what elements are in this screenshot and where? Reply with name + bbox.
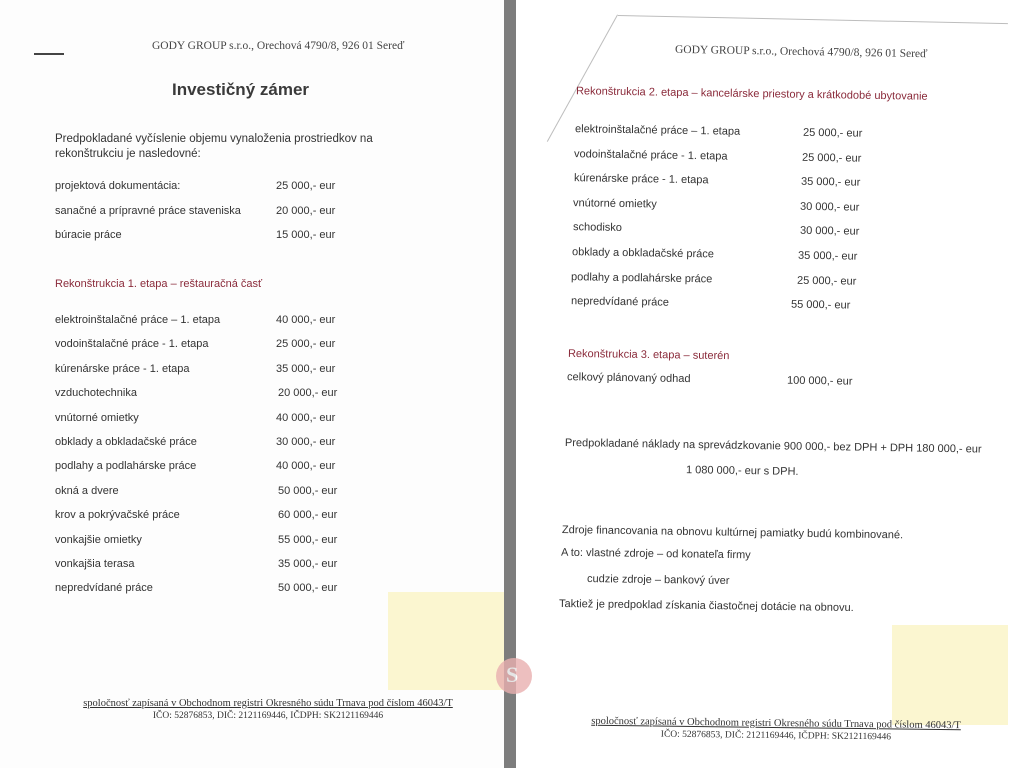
cost-row <box>55 558 415 574</box>
section-3-title: Rekonštrukcia 3. etapa – suterén <box>567 347 730 363</box>
cost-item-label: vodoinštalačné práce - 1. etapa <box>55 338 209 351</box>
cost-item-label: celkový plánovaný odhad <box>566 371 691 386</box>
page-divider <box>504 0 516 768</box>
cost-item-amount: 30 000,- eur <box>276 436 336 448</box>
cost-row <box>571 295 931 317</box>
cost-row <box>55 485 415 501</box>
watermark-logo: S <box>496 658 532 694</box>
cost-row <box>574 172 934 194</box>
cost-item-amount: 30 000,- eur <box>799 200 860 214</box>
cost-item-label: obklady a obkladačské práce <box>55 436 197 448</box>
pen-mark <box>34 53 64 55</box>
cost-item-label: nepredvídané práce <box>55 582 153 595</box>
subsidy-text: Taktiež je predpoklad získania čiastočnej dotácie na obnovu. <box>558 597 854 615</box>
cost-row <box>55 338 415 354</box>
cost-item-label: vzduchotechnika <box>55 387 137 400</box>
cost-row <box>573 222 933 244</box>
cost-item-label: vonkajšie omietky <box>55 533 142 546</box>
registry-line: spoločnosť zapísaná v Obchodnom registri Okresného súdu Trnava pod číslom 46043/T <box>591 715 961 732</box>
tax-ids-line: IČO: 52876853, DIČ: 2121169446, IČDPH: SK2121169446 <box>660 729 892 743</box>
cost-row <box>55 180 415 196</box>
cost-item-label: vnútorné omietky <box>572 196 657 211</box>
registry-footer <box>576 716 976 745</box>
cost-row <box>571 271 931 293</box>
page-title: Investičný zámer <box>172 80 310 99</box>
cost-item-amount: 35 000,- eur <box>276 362 336 375</box>
cost-row <box>55 387 415 403</box>
cost-row <box>55 436 415 452</box>
operating-total-text: 1 080 000,- eur s DPH. <box>685 464 799 478</box>
financing-intro-text: Zdroje financovania na obnovu kultúrnej pamiatky budú kombinované. <box>561 524 904 542</box>
cost-item-label: sanačné a prípravné práce staveniska <box>55 204 241 217</box>
cost-item-label: podlahy a podlahárske práce <box>570 270 713 285</box>
cost-row <box>567 371 927 393</box>
cost-item-label: krov a pokrývačské práce <box>55 509 180 522</box>
cost-item-label: projektová dokumentácia: <box>55 180 181 192</box>
cost-item-label: vodoinštalačné práce - 1. etapa <box>573 147 728 163</box>
cost-row <box>55 460 415 476</box>
section-2-title: Rekonštrukcia 2. etapa – kancelárske priestory a krátkodobé ubytovanie <box>575 85 928 103</box>
cost-item-amount: 50 000,- eur <box>278 582 338 595</box>
cost-item-label: vnútorné omietky <box>55 411 139 424</box>
cost-item-amount: 15 000,- eur <box>276 229 336 241</box>
left-document-page <box>0 0 504 768</box>
intro-paragraph: Predpokladané vyčíslenie objemu vynaloženia prostriedkov na rekonštrukciu je nasledovné: <box>55 133 373 160</box>
registry-line: spoločnosť zapísaná v Obchodnom registri Okresného súdu Trnava pod číslom 46043/T <box>83 698 453 709</box>
cost-row <box>55 363 415 379</box>
cost-item-label: nepredvídané práce <box>570 295 669 309</box>
company-header: GODY GROUP s.r.o., Orechová 4790/8, 926 01 Sereď <box>152 40 405 52</box>
cost-item-label: okná a dvere <box>55 484 119 497</box>
company-header: GODY GROUP s.r.o., Orechová 4790/8, 926 01 Sereď <box>674 43 928 61</box>
cost-item-amount: 35 000,- eur <box>797 249 858 263</box>
cost-item-amount: 60 000,- eur <box>278 509 338 522</box>
cost-item-amount: 100 000,- eur <box>786 374 853 388</box>
own-sources-text: A to: vlastné zdroje – od konateľa firmy <box>560 546 751 562</box>
cost-row <box>55 412 415 428</box>
cost-item-label: búracie práce <box>55 229 122 241</box>
cost-item-amount: 25 000,- eur <box>801 151 862 165</box>
cost-item-amount: 30 000,- eur <box>799 225 860 239</box>
cost-item-amount: 50 000,- eur <box>278 484 338 497</box>
cost-item-label: elektroinštalačné práce – 1. etapa <box>574 123 741 138</box>
section-1-title: Rekonštrukcia 1. etapa – reštauračná časť <box>55 278 263 290</box>
tax-ids-line: IČO: 52876853, DIČ: 2121169446, IČDPH: SK2121169446 <box>152 711 384 721</box>
cost-item-label: kúrenárske práce - 1. etapa <box>573 172 709 187</box>
sticky-note <box>892 625 1008 725</box>
cost-row <box>55 582 415 598</box>
cost-item-amount: 40 000,- eur <box>276 460 336 473</box>
cost-row <box>573 197 933 219</box>
cost-row <box>572 246 932 268</box>
cost-item-label: elektroinštalačné práce – 1. etapa <box>55 314 221 326</box>
right-document-page <box>516 0 1024 768</box>
cost-item-amount: 20 000,- eur <box>276 204 336 217</box>
cost-item-amount: 25 000,- eur <box>802 126 863 140</box>
cost-item-amount: 25 000,- eur <box>276 180 336 192</box>
cost-item-amount: 25 000,- eur <box>276 338 336 351</box>
cost-row <box>55 534 415 550</box>
cost-item-label: obklady a obkladačské práce <box>571 246 715 261</box>
cost-item-amount: 35 000,- eur <box>800 175 861 189</box>
cost-item-amount: 20 000,- eur <box>278 387 338 400</box>
cost-row <box>55 509 415 525</box>
cost-item-amount: 25 000,- eur <box>796 274 857 288</box>
cost-item-amount: 35 000,- eur <box>278 558 338 570</box>
cost-row <box>55 314 415 330</box>
registry-footer <box>68 698 468 722</box>
operating-costs-text: Predpokladané náklady na sprevádzkovanie 900 000,- bez DPH + DPH 180 000,- eur <box>564 437 982 456</box>
sticky-note <box>388 592 504 690</box>
cost-item-label: schodisko <box>572 221 623 235</box>
scan-edge-line <box>618 15 1008 24</box>
cost-row <box>574 148 934 170</box>
cost-item-amount: 55 000,- eur <box>790 298 851 312</box>
cost-item-amount: 40 000,- eur <box>276 314 336 326</box>
cost-item-amount: 40 000,- eur <box>276 411 336 424</box>
external-sources-text: cudzie zdroje – bankový úver <box>586 573 730 587</box>
cost-item-amount: 55 000,- eur <box>278 533 338 546</box>
cost-item-label: podlahy a podlahárske práce <box>55 460 197 473</box>
cost-item-label: kúrenárske práce - 1. etapa <box>55 362 190 375</box>
cost-row <box>575 123 935 145</box>
cost-item-label: vonkajšia terasa <box>55 558 135 570</box>
cost-row <box>55 229 415 245</box>
cost-row <box>55 205 415 221</box>
